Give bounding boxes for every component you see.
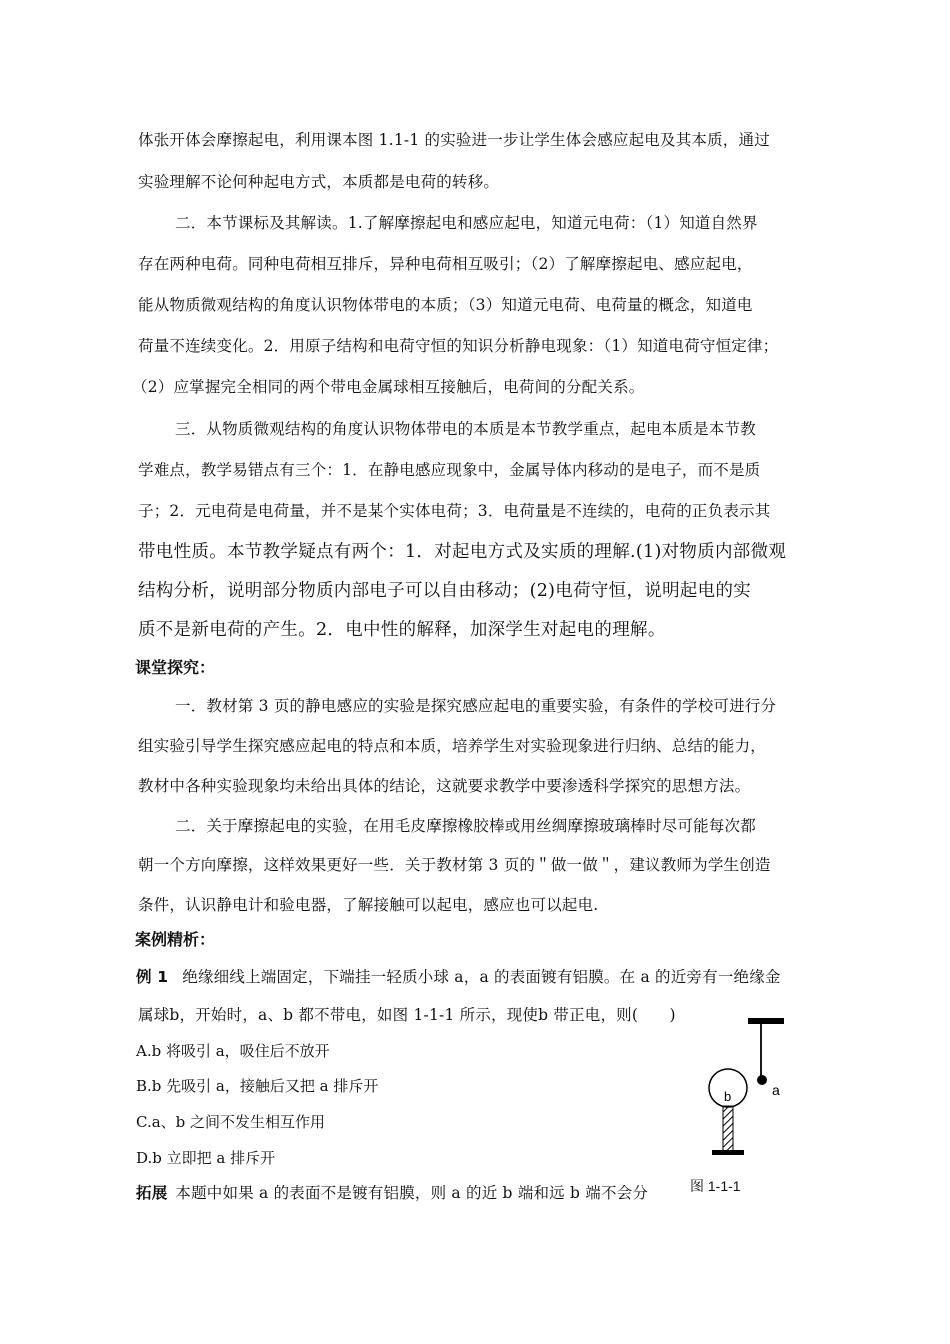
- paragraph-line: 质不是新电荷的产生。2．电中性的解释，加深学生对起电的理解。: [138, 620, 666, 640]
- example-label: 例 1: [136, 968, 169, 986]
- paragraph-line: 能从物质微观结构的角度认识物体带电的本质；（3）知道元电荷、电荷量的概念，知道电: [138, 296, 753, 314]
- figure-caption: 图 1-1-1: [690, 1178, 741, 1194]
- figure-electroscope: [690, 1010, 800, 1170]
- paragraph-line: 体张开体会摩擦起电，利用课本图 1.1-1 的实验进一步让学生体会感应起电及其本质，通过: [138, 131, 770, 149]
- ceiling-bar: [748, 1018, 784, 1024]
- example-line: [136, 965, 781, 987]
- section-heading-explore: 课堂探究：: [135, 658, 216, 677]
- paragraph-line: 二．本节课标及其解读。1.了解摩擦起电和感应起电，知道元电荷：（1）知道自然界: [175, 214, 758, 232]
- paragraph-line: 结构分析，说明部分物质内部电子可以自由移动；(2)电荷守恒，说明起电的实: [138, 581, 752, 601]
- example-text: 绝缘细线上端固定，下端挂一轻质小球 a，a 的表面镀有铝膜。在 a 的近旁有一绝缘金: [182, 968, 781, 986]
- option-d: D.b 立即把 a 排斥开: [136, 1149, 276, 1167]
- paragraph-line: 荷量不连续变化。2．用原子结构和电荷守恒的知识分析静电现象：（1）知道电荷守恒定律；: [138, 337, 779, 355]
- paragraph-line: 带电性质。本节教学疑点有两个：1．对起电方式及实质的理解.(1)对物质内部微观: [138, 542, 787, 562]
- section-heading-case: 案例精析：: [135, 930, 216, 949]
- explore-line: 二．关于摩擦起电的实验，在用毛皮摩擦橡胶棒或用丝绸摩擦玻璃棒时尽可能每次都: [175, 817, 756, 835]
- explore-line: 教材中各种实验现象均未给出具体的结论，这就要求教学中要渗透科学探究的思想方法。: [138, 777, 751, 795]
- option-c: C.a、b 之间不发生相互作用: [136, 1113, 326, 1131]
- paragraph-line: （2）应掌握完全相同的两个带电金属球相互接触后，电荷间的分配关系。: [132, 378, 645, 396]
- paragraph-line: 三．从物质微观结构的角度认识物体带电的本质是本节教学重点，起电本质是本节教: [175, 420, 756, 438]
- option-a: A.b 将吸引 a，吸住后不放开: [136, 1042, 330, 1060]
- explore-line: 一．教材第 3 页的静电感应的实验是探究感应起电的重要实验，有条件的学校可进行分: [175, 697, 777, 715]
- ball-a: [757, 1075, 767, 1085]
- extension-label: 拓展: [136, 1184, 168, 1202]
- explore-line: 朝一个方向摩擦，这样效果更好一些．关于教材第 3 页的＂做一做＂，建议教师为学生创造: [138, 856, 771, 874]
- option-b: B.b 先吸引 a，接触后又把 a 排斥开: [136, 1077, 379, 1095]
- example-line: 属球b，开始时，a、b 都不带电，如图 1-1-1 所示，现使b 带正电，则( ): [138, 1006, 676, 1024]
- explore-line: 组实验引导学生探究感应起电的特点和本质，培养学生对实验现象进行归纳、总结的能力，: [138, 737, 767, 755]
- stand-base: [712, 1150, 744, 1155]
- extension-line: [136, 1181, 648, 1203]
- paragraph-line: 学难点，教学易错点有三个：1．在静电感应现象中，金属导体内移动的是电子，而不是质: [138, 461, 761, 479]
- paragraph-line: 实验理解不论何种起电方式，本质都是电荷的转移。: [138, 173, 500, 191]
- insulating-stand: [723, 1106, 733, 1151]
- paragraph-line: 子；2．元电荷是电荷量，并不是某个实体电荷；3．电荷量是不连续的，电荷的正负表示其: [138, 502, 771, 520]
- paragraph-line: 存在两种电荷。同种电荷相互排斥，异种电荷相互吸引；（2）了解摩擦起电、感应起电，: [138, 255, 753, 273]
- label-b: b: [724, 1089, 732, 1104]
- explore-line: 条件，认识静电计和验电器，了解接触可以起电，感应也可以起电.: [138, 896, 599, 914]
- extension-text: 本题中如果 a 的表面不是镀有铝膜，则 a 的近 b 端和远 b 端不会分: [175, 1184, 649, 1202]
- label-a: a: [772, 1082, 780, 1098]
